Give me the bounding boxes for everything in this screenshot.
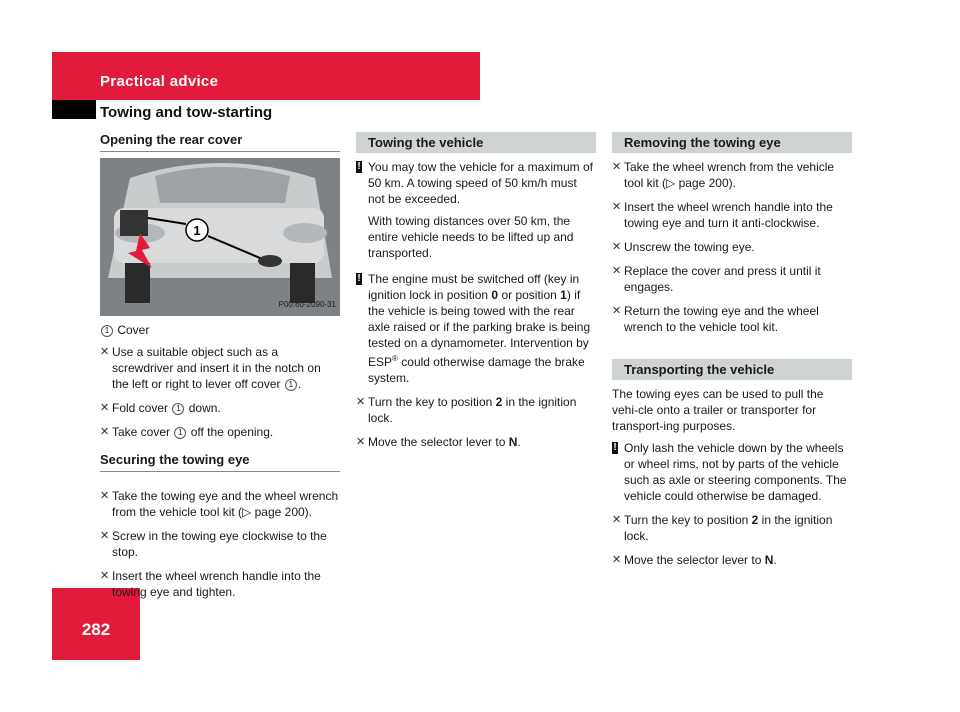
arrow-x-icon: ✕ <box>356 396 366 408</box>
arrow-x-icon: ✕ <box>612 514 622 526</box>
arrow-x-icon: ✕ <box>612 201 622 213</box>
selector-position: N <box>764 553 774 567</box>
step-text: down. <box>188 401 221 415</box>
heading-securing-towing-eye: Securing the towing eye <box>100 452 340 472</box>
warning-text: You may tow the vehicle for a maximum of 50 km. A towing speed of 50 km/h must not be exceeded. <box>368 160 593 206</box>
list-item <box>100 488 340 520</box>
callout-number: 1 <box>193 223 201 238</box>
warning-text: or position <box>501 288 557 302</box>
column-2 <box>356 132 596 458</box>
column-3 <box>612 132 852 576</box>
list-item <box>100 424 340 440</box>
image-code: P00.60-2090-31 <box>278 300 336 309</box>
list-item <box>100 568 340 600</box>
heading-towing-vehicle: Towing the vehicle <box>356 132 596 153</box>
callout-marker: 1 <box>285 379 297 391</box>
list-item <box>612 263 852 295</box>
warning-icon: ! <box>613 442 617 453</box>
list-item <box>612 512 852 544</box>
rear-cover-photo <box>100 158 340 316</box>
selector-position: N <box>508 435 518 449</box>
chapter-title: Towing and tow-starting <box>100 104 273 121</box>
list-item <box>612 552 852 568</box>
step-text: Take the wheel wrench from the vehicle tool kit (▷ page 200). <box>624 160 835 190</box>
step-text: Unscrew the towing eye. <box>624 240 755 254</box>
step-text: Move the selector lever to <box>624 553 762 567</box>
warning-text: With towing distances over 50 km, the entire vehicle needs to be lifted up and transported. <box>368 214 574 260</box>
arrow-x-icon: ✕ <box>612 265 622 277</box>
transport-paragraph: The towing eyes can be used to pull the vehi-cle onto a trailer or transporter for transport-ing purposes. <box>612 387 824 433</box>
legend-label: Cover <box>117 323 150 337</box>
arrow-x-icon: ✕ <box>100 346 110 358</box>
step-text: Use a suitable object such as a screwdriver and insert it in the notch on the left or right to lever off cover <box>112 345 321 391</box>
step-text: off the opening. <box>190 425 274 439</box>
section-title: Practical advice <box>100 73 219 90</box>
arrow-x-icon: ✕ <box>612 554 622 566</box>
step-text: Turn the key to position <box>368 395 493 409</box>
key-position: 2 <box>751 513 759 527</box>
callout-marker: 1 <box>101 325 113 337</box>
list-item <box>100 528 340 560</box>
list-item <box>612 303 852 335</box>
warning-icon: ! <box>357 273 361 284</box>
heading-removing-towing-eye: Removing the towing eye <box>612 132 852 153</box>
step-text: Turn the key to position <box>624 513 749 527</box>
list-item <box>612 239 852 255</box>
arrow-x-icon: ✕ <box>100 490 110 502</box>
arrow-x-icon: ✕ <box>100 570 110 582</box>
heading-transporting-vehicle: Transporting the vehicle <box>612 359 852 380</box>
page-number: 282 <box>81 620 111 639</box>
heading-opening-rear-cover: Opening the rear cover <box>100 132 340 152</box>
list-item <box>100 400 340 416</box>
arrow-x-icon: ✕ <box>612 241 622 253</box>
warning-block <box>356 271 596 386</box>
key-position: 1 <box>560 288 567 302</box>
step-text: Fold cover <box>112 401 169 415</box>
step-text: Take the towing eye and the wheel wrench from the vehicle tool kit (▷ page 200). <box>112 489 339 519</box>
step-text: Move the selector lever to <box>368 435 506 449</box>
arrow-x-icon: ✕ <box>356 436 366 448</box>
step-text: Screw in the towing eye clockwise to the stop. <box>112 529 327 559</box>
warning-text: The engine must be switched off (key in ignition lock in position <box>368 272 580 302</box>
step-text: in the ignition lock. <box>368 395 577 425</box>
step-text: Return the towing eye and the wheel wrench to the vehicle tool kit. <box>624 304 819 334</box>
step-text: . <box>773 553 777 567</box>
header-marker <box>52 100 96 119</box>
warning-text: could otherwise damage the brake system. <box>368 355 585 385</box>
list-item <box>356 434 596 450</box>
step-text: Take cover <box>112 425 171 439</box>
list-item <box>356 394 596 426</box>
legend-cover <box>100 322 340 338</box>
step-text: . <box>517 435 521 449</box>
car-rear-illustration <box>100 158 340 316</box>
step-text: Insert the wheel wrench handle into the towing eye and turn it anti-clockwise. <box>624 200 833 230</box>
arrow-x-icon: ✕ <box>100 530 110 542</box>
arrow-x-icon: ✕ <box>100 402 110 414</box>
arrow-x-icon: ✕ <box>612 305 622 317</box>
warning-text: Only lash the vehicle down by the wheels or wheel rims, not by parts of the vehicle such as axle or steering components. The vehicle could otherwise be damaged. <box>624 441 847 503</box>
registered-mark: ® <box>392 354 398 363</box>
step-text: in the ignition lock. <box>624 513 833 543</box>
list-item <box>612 159 852 191</box>
list-item: ✕ Use a suitable object such as a screwdriver and insert it in the notch on the left or right to lever off cover 1 . <box>100 345 321 391</box>
arrow-x-icon: ✕ <box>612 161 622 173</box>
list-item <box>612 199 852 231</box>
warning-block <box>356 159 596 261</box>
callout-marker: 1 <box>172 403 184 415</box>
warning-block <box>612 440 852 504</box>
step-text: Replace the cover and press it until it engages. <box>624 264 821 294</box>
step-text: Insert the wheel wrench handle into the towing eye and tighten. <box>112 569 321 599</box>
arrow-x-icon: ✕ <box>100 426 110 438</box>
callout-marker: 1 <box>174 427 186 439</box>
key-position: 0 <box>491 288 499 302</box>
warning-icon: ! <box>357 161 361 172</box>
key-position: 2 <box>495 395 503 409</box>
warning-text: ) if the vehicle is being towed with the rear axle raised or if the parking brake is being tested on a dynamometer. Intervention by ESP <box>368 288 591 369</box>
column-1 <box>100 132 340 608</box>
